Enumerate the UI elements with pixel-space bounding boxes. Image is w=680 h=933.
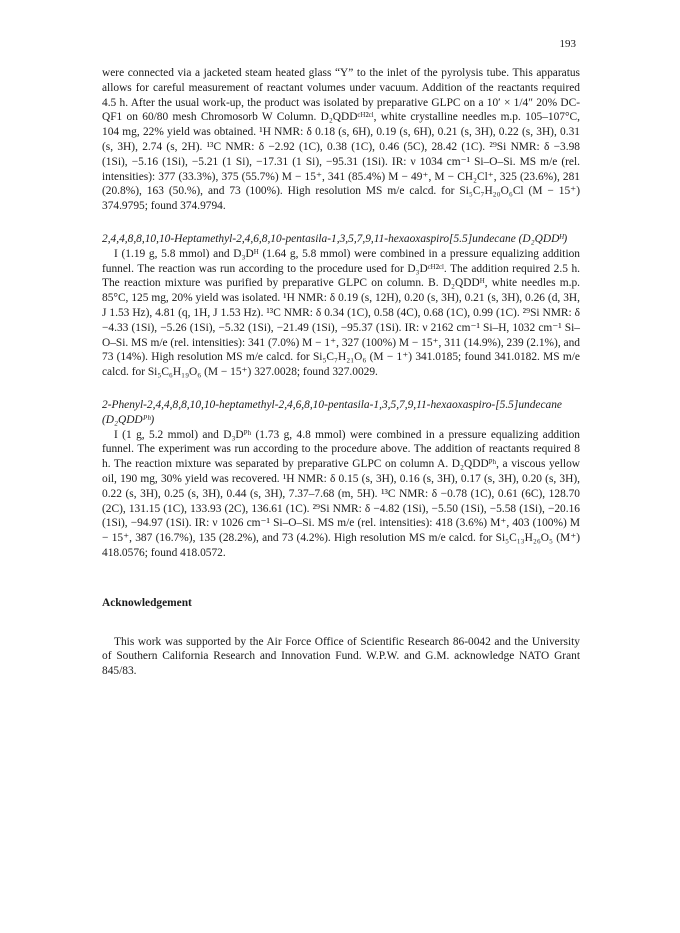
paragraph-intro: were connected via a jacketed steam heated glass “Y” to the inlet of the pyrolysis tube. This apparatus allows for careful measurement of reactant volumes under vacuum. Addition of the reactants required 4.5 h. After the usual work-up, the product was isolated by preparative GLPC on a 10′ × 1/4″ 20% DC-QF1 on 60/80 mesh Chromosorb W Column. D₂QDDᶜᴴ²ᶜˡ, white crystalline needles m.p. 105–107°C, 104 mg, 22% yield was obtained. ¹H NMR: δ 0.18 (s, 6H), 0.19 (s, 6H), 0.21 (s, 3H), 0.22 (s, 3H), 0.31 (s, 3H), 2.74 (s, 2H). ¹³C NMR: δ −2.92 (1C), 0.38 (1C), 0.46 (5C), 28.42 (1C). ²⁹Si NMR: δ −3.98 (1Si), −5.16 (1Si), −5.21 (1 Si), −17.31 (1 Si), −95.31 (1Si). IR: ν 1034 cm⁻¹ Si–O–Si. MS m/e (rel. intensities): 377 (33.3%), 375 (55.7%) M − 15⁺, 341 (85.4%) M − 49⁺, M − CH₂Cl⁺, 325 (23.6%), 281 (20.8%), 163 (50.%), and 73 (100%). High resolution MS m/e calcd. for Si₅C₇H₂₀O₆Cl (M − 15⁺) 374.9795; found 374.9794. <box>102 67 580 213</box>
paragraph-compound-dph: I (1 g, 5.2 mmol) and D₃Dᴾʰ (1.73 g, 4.8 mmol) were combined in a pressure equalizing addition funnel. The experiment was run according to the procedure above. The addition of reactants required 8 h. The reaction mixture was separated by preparative GLPC on column A. D₂QDDᴾʰ, a viscous yellow oil, 190 mg, 30% yield was recovered. ¹H NMR: δ 0.15 (s, 3H), 0.16 (s, 3H), 0.17 (s, 3H), 0.20 (s, 3H), 0.22 (s, 3H), 0.25 (s, 3H), 0.44 (s, 3H), 7.37–7.68 (m, 5H). ¹³C NMR: δ −0.78 (1C), 0.61 (6C), 128.70 (2C), 131.15 (1C), 133.93 (2C), 136.61 (1C). ²⁹Si NMR: δ −4.82 (1Si), −5.50 (1Si), −5.58 (1Si), −20.16 (1Si), −94.97 (1Si). IR: ν 1026 cm⁻¹ Si–O–Si. MS m/e (rel. intensities): 418 (3.6%) M⁺, 403 (100%) M − 15⁺, 387 (16.7%), 135 (28.2%), and 73 (4.2%). High resolution MS m/e calcd. for Si₅C₁₃H₂₆O₅ (M⁺) 418.0576; found 418.0572. <box>102 428 580 559</box>
paragraph-acknowledgement: This work was supported by the Air Force Office of Scientific Research 86-0042 and the University of Southern California Research and Innovation Fund. W.P.W. and G.M. acknowledge NATO Grant 845/83. <box>102 635 580 678</box>
compound-heading-dh: 2,4,4,8,8,10,10-Heptamethyl-2,4,6,8,10-pentasila-1,3,5,7,9,11-hexaoxaspiro[5.5]undecane (D₂QDDᴴ) <box>102 232 568 245</box>
paragraph-compound-dh: I (1.19 g, 5.8 mmol) and D₃Dᴴ (1.64 g, 5.8 mmol) were combined in a pressure equalizing addition funnel. The reaction was run according to the procedure used for D₃Dᶜᴴ²ᶜˡ. The addition required 2.5 h. The reaction mixture was purified by preparative GLPC on column. B. D₂QDDᴴ, white needles m.p. 85°C, 125 mg, 20% yield was isolated. ¹H NMR: δ 0.19 (s, 12H), 0.20 (s, 3H), 0.21 (s, 3H), 0.26 (d, 3H, J 1.53 Hz), 4.81 (q, 1H, J 1.53 Hz). ¹³C NMR: δ 0.34 (1C), 0.58 (4C), 0.68 (1C), 0.99 (1C). ²⁹Si NMR: δ −4.33 (1Si), −5.26 (1Si), −5.32 (1Si), −21.49 (1Si), −95.37 (1Si). IR: ν 2162 cm⁻¹ Si–H, 1032 cm⁻¹ Si–O–Si. MS m/e (rel. intensities): 341 (7.0%) M − 1⁺, 327 (100%) M − 15⁺, 311 (14.9%), 239 (2.1%), and 73 (14%). High resolution MS m/e calcd. for Si₅C₇H₂₁O₆ (M − 1⁺) 341.0185; found 341.0182. MS m/e calcd. for Si₅C₆H₁₉O₆ (M − 15⁺) 327.0028; found 327.0029. <box>102 247 580 379</box>
compound-heading-dph: 2-Phenyl-2,4,4,8,8,10,10-heptamethyl-2,4,6,8,10-pentasila-1,3,5,7,9,11-hexaoxaspiro-[5.5]undecane (D₂QDDᴾʰ) <box>102 398 562 426</box>
article-body <box>102 66 580 679</box>
section-heading-acknowledgement: Acknowledgement <box>102 596 192 609</box>
page-number: 193 <box>559 38 576 50</box>
